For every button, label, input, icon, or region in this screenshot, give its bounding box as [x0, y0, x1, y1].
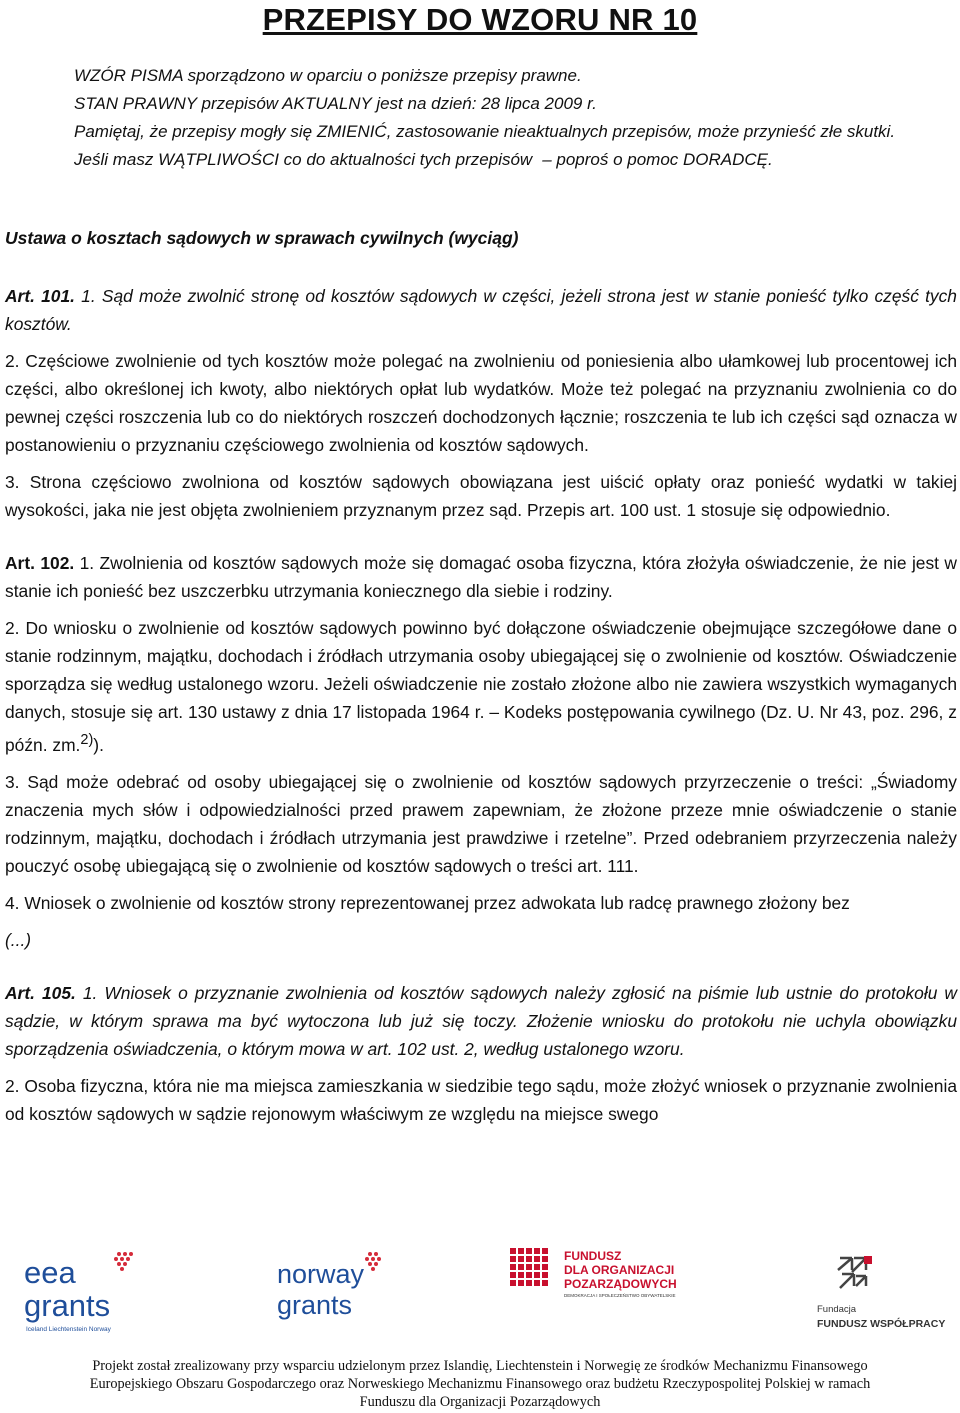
svg-text:grants: grants — [277, 1290, 353, 1320]
art-102-par-4: 4. Wniosek o zwolnienie od kosztów strony reprezentowanej przez adwokata lub radcę prawnego złożony bez — [5, 892, 850, 913]
fundusz-logo — [508, 1240, 708, 1330]
footer-line-3: Funduszu dla Organizacji Pozarządowych — [359, 1394, 601, 1410]
fundusz-wspolpracy-logo — [800, 1252, 950, 1342]
sponsor-logos — [0, 1240, 960, 1340]
notice-line-4-advice: – poproś o pomoc DORADCĘ. — [542, 150, 773, 169]
page-title: PRZEPISY DO WZORU NR 10 — [262, 2, 698, 37]
notice-line-1: WZÓR PISMA sporządzono w oparciu o poniższe przepisy prawne. — [74, 66, 582, 85]
svg-text:eea: eea — [24, 1255, 76, 1290]
svg-text:Iceland Liechtenstein Norway: Iceland Liechtenstein Norway — [26, 1326, 111, 1333]
notice-line-4-text: Jeśli masz WĄTPLIWOŚCI co do aktualności tych przepisów — [74, 150, 533, 169]
art-102-heading: Art. 102. — [5, 553, 75, 573]
notice-line-3: Pamiętaj, że przepisy mogły się ZMIENIĆ, zastosowanie nieaktualnych przepisów, może przynieść złe skutki. — [74, 122, 896, 141]
notice-line-4 — [5, 146, 955, 174]
footnote-ref: 2) — [80, 732, 94, 748]
svg-text:FUNDUSZ WSPÓŁPRACY: FUNDUSZ WSPÓŁPRACY — [817, 1318, 946, 1330]
ellipsis: (...) — [5, 929, 32, 950]
notice — [5, 62, 955, 174]
art-105-par-1: Art. 105. 1. Wniosek o przyznanie zwolnienia od kosztów sądowych należy zgłosić na piśmie lub ustnie do protokołu w sądzie, w którym sprawa ma być wytoczona lub już się toczy. Złożenie wniosku do protokołu nie uchyla obowiązku sporządzenia oświadczenia, o którym mowa w art. 102 ust. 2, według ustalonego wzoru. — [5, 982, 957, 1059]
svg-text:DEMOKRACJA I SPOŁECZEŃSTWO OBY: DEMOKRACJA I SPOŁECZEŃSTWO OBYWATELSKIE — [564, 1293, 676, 1298]
svg-text:POZARZĄDOWYCH: POZARZĄDOWYCH — [564, 1277, 677, 1291]
law-title: Ustawa o kosztach sądowych w sprawach cywilnych (wyciąg) — [5, 228, 519, 248]
art-102-par-1: Art. 102. 1. Zwolnienia od kosztów sądowych może się domagać osoba fizyczna, która złożyła oświadczenie, że nie jest w stanie ich ponieść bez uszczerbku utrzymania koniecznego dla siebie i rodziny. — [5, 553, 957, 601]
svg-text:DLA ORGANIZACJI: DLA ORGANIZACJI — [564, 1263, 675, 1277]
footer-line-1: Projekt został zrealizowany przy wsparciu udzielonym przez Islandię, Liechtenstein i Norwegię ze środków Mechanizmu Finansowego — [92, 1358, 868, 1374]
art-101-par-2: 2. Częściowe zwolnienie od tych kosztów może polegać na zwolnieniu od poniesienia albo ułamkowej lub procentowej ich części, albo określonej ich kwoty, albo niektórych opłat lub wydatków. Może też polegać na przyznaniu zwolnienia co do pewnej części roszczenia lub co do niektórych roszczeń dochodzonych łącznie; roszczenia te lub ich części sąd oznacza w postanowieniu o przyznaniu częściowego zwolnienia od kosztów sądowych. — [5, 351, 957, 455]
svg-text:norway: norway — [277, 1259, 365, 1289]
norway-grants-logo — [275, 1250, 385, 1330]
document-body — [5, 282, 957, 1137]
svg-text:FUNDUSZ: FUNDUSZ — [564, 1249, 622, 1263]
art-102-par-3: 3. Sąd może odebrać od osoby ubiegającej się o zwolnienie od kosztów sądowych przyrzeczenie o treści: „Świadomy znaczenia mych słów i odpowiedzialności przed prawem zapewniam, że złożone przeze mnie oświadczenie o stanie rodzinnym, majątku, dochodach i źródłach utrzymania jest prawdziwe i rzetelne”. Przed odebraniem przyrzeczenia należy pouczyć osobę ubiegającą się o zwolnienie od kosztów sądowych o treści art. 111. — [5, 771, 957, 876]
art-102-par-2: 2. Do wniosku o zwolnienie od kosztów sądowych powinno być dołączone oświadczenie obejmujące szczegółowe dane o stanie rodzinnym, majątku, dochodach i źródłach utrzymania osoby ubiegającej się o zwolnienie od kosztów. Oświadczenie sporządza się według ustalonego wzoru. Jeżeli oświadczenie nie zostało złożone albo nie zawiera wszystkich wymaganych danych, stosuje się art. 130 ustawy z dnia 17 listopada 1964 r. – Kodeks postępowania cywilnego (Dz. U. Nr 43, poz. 296, z późn. zm.$^{2)}$). — [5, 618, 957, 755]
footer — [0, 1357, 960, 1411]
art-101-heading: Art. 101. — [5, 286, 75, 306]
notice-line-2: STAN PRAWNY przepisów AKTUALNY jest na dzień: 28 lipca 2009 r. — [74, 94, 597, 113]
art-105-par-2: 2. Osoba fizyczna, która nie ma miejsca zamieszkania w siedzibie tego sądu, może złożyć wniosek o przyznanie zwolnienia od kosztów sądowych w sądzie rejonowym właściwym ze względu na miejsce swego — [5, 1075, 957, 1124]
footer-line-2: Europejskiego Obszaru Gospodarczego oraz Norweskiego Mechanizmu Finansowego oraz budżetu Rzeczypospolitej Polskiej w ramach — [89, 1376, 871, 1392]
svg-text:grants: grants — [24, 1288, 111, 1323]
eea-grants-logo — [22, 1250, 142, 1338]
svg-text:Fundacja: Fundacja — [817, 1304, 857, 1315]
art-101-par-3: 3. Strona częściowo zwolniona od kosztów sądowych obowiązana jest uiścić opłaty oraz ponieść wydatki w takiej wysokości, jaka nie jest objęta zwolnieniem przyznanym przez sąd. Przepis art. 100 ust. 1 stosuje się odpowiednio. — [5, 472, 957, 520]
art-101-par-1: Art. 101. 1. Sąd może zwolnić stronę od kosztów sądowych w części, jeżeli strona jest w stanie ponieść tylko część tych kosztów. — [5, 286, 957, 334]
art-105-heading: Art. 105. — [5, 982, 76, 1003]
